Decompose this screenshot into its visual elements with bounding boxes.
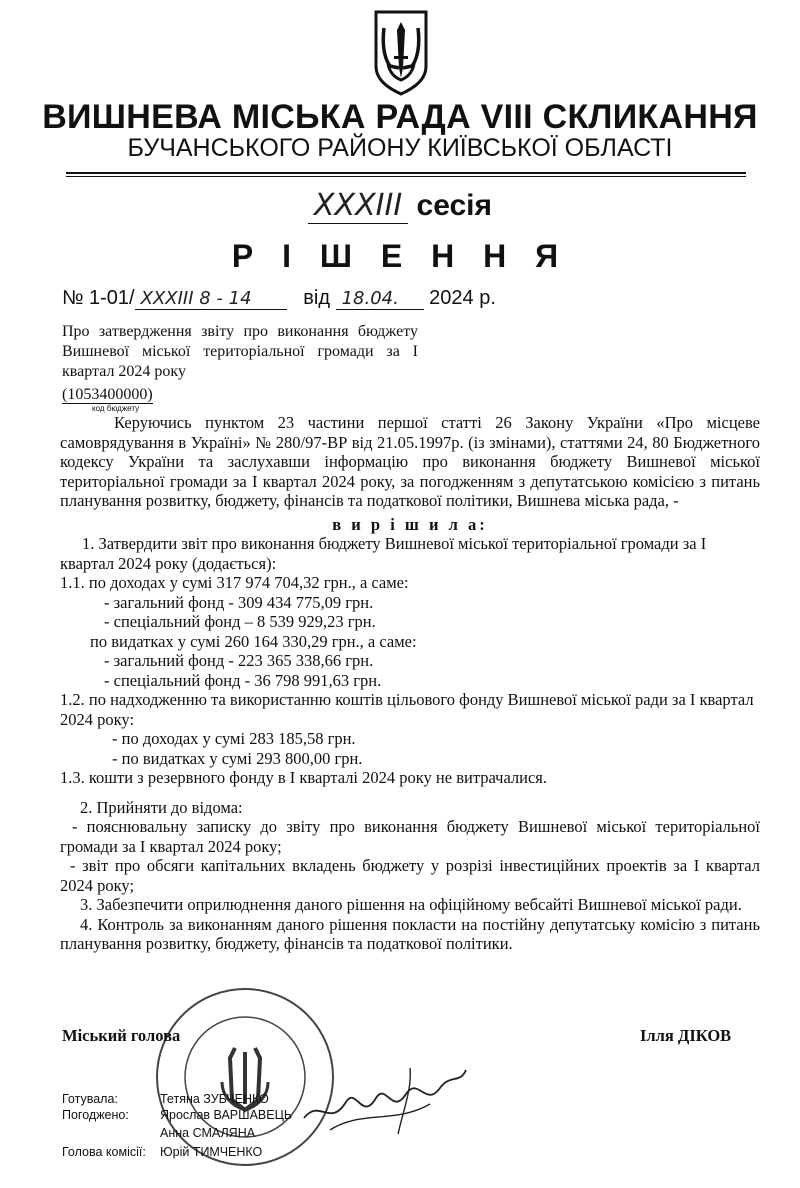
item-1-1-expenses: по видатках у сумі 260 164 330,29 грн., а саме:: [90, 631, 417, 651]
budget-code: (1053400000): [62, 386, 153, 403]
signature-position: Міський голова: [62, 1026, 181, 1045]
decision-year: 2024 р.: [429, 287, 496, 309]
session-line: [0, 188, 800, 224]
item-1-2-expense: - по видатках у сумі 293 800,00 грн.: [112, 748, 363, 768]
item-1-1-general: - загальний фонд - 309 434 775,09 грн.: [104, 592, 374, 612]
commission-label: Голова комісії:: [62, 1145, 146, 1159]
item-1-3: 1.3. кошти з резервного фонду в І кварталі 2024 року не витрачалися.: [60, 768, 548, 787]
item-2-note: - пояснювальну записку до звіту про виконання бюджету Вишневої міської територіальної громади за І квартал 2024 року;: [60, 817, 760, 856]
document-title: Р І Ш Е Н Н Я: [231, 238, 569, 274]
item-1-2: 1.2. по надходженню та використанню коштів цільового фонду Вишневої міської ради за І квартал 2024 року:: [60, 690, 754, 729]
item-3: 3. Забезпечити оприлюднення даного рішення на офіційному вебсайті Вишневої міської ради.: [80, 895, 742, 914]
district-name: БУЧАНСЬКОГО РАЙОНУ КИЇВСЬКОЇ ОБЛАСТІ: [127, 134, 673, 162]
decision-subject: Про затвердження звіту про виконання бюджету Вишневої міської територіальної громади за І квартал 2024 року: [62, 323, 418, 380]
budget-code-caption: код бюджету: [92, 404, 140, 413]
commission-name: Юрій ТИМЧЕНКО: [160, 1145, 263, 1159]
agreed-name-1: Ярослав ВАРШАВЕЦЬ: [160, 1108, 293, 1122]
session-number: XXXIII: [308, 188, 408, 224]
signature-name: Ілля ДІКОВ: [640, 1026, 732, 1045]
item-2-report: - звіт про обсяги капітальних вкладень бюджету у розрізі інвестиційних проектів за І квартал 2024 року;: [60, 856, 760, 895]
prepared-name: Тетяна ЗУБЧЕНКО: [160, 1092, 269, 1106]
handwritten-signature-icon: [300, 1058, 470, 1138]
item-1: 1. Затвердити звіт про виконання бюджету Вишневої міської територіальної громади за І квартал 2024 року (додається):: [60, 534, 707, 573]
item-1-1-exp-general: - загальний фонд - 223 365 338,66 грн.: [104, 651, 374, 670]
prepared-label: Готувала:: [62, 1092, 118, 1106]
council-name: ВИШНЕВА МІСЬКА РАДА VIII СКЛИКАННЯ: [42, 98, 758, 136]
session-label: сесія: [416, 189, 493, 222]
trident-emblem-icon: [370, 8, 432, 96]
decided-heading: в и р і ш и л а:: [332, 514, 488, 534]
header-rule-thin: [66, 176, 746, 177]
item-1-2-income: - по доходах у сумі 283 185,58 грн.: [112, 729, 356, 748]
agreed-name-2: Анна СМАЛЯНА: [160, 1126, 256, 1140]
item-1-1-exp-special: - спеціальний фонд - 36 798 991,63 грн.: [104, 670, 382, 690]
item-4: 4. Контроль за виконанням даного рішення покласти на постійну депутатську комісію з питань планування розвитку, бюджету, фінансів та податкової політики.: [60, 914, 760, 953]
item-1-1: 1.1. по доходах у сумі 317 974 704,32 грн., а саме:: [60, 573, 409, 592]
agreed-label: Погоджено:: [62, 1108, 129, 1122]
item-2: 2. Прийняти до відома:: [80, 797, 243, 817]
document-body: [60, 413, 760, 954]
item-1-1-special: - спеціальний фонд – 8 539 929,23 грн.: [104, 612, 376, 631]
decision-date: 18.04.: [336, 288, 424, 310]
decision-number-prefix: № 1-01/: [62, 287, 135, 309]
header-rule-thick: [66, 172, 746, 174]
decision-number: XXXIII 8 - 14: [135, 288, 287, 310]
decision-from-label: від: [303, 287, 331, 309]
decision-number-line: [62, 287, 496, 310]
preamble: Керуючись пунктом 23 частини першої статті 26 Закону України «Про місцеве самоврядування в Україні» № 280/97-ВР від 21.05.1997р. (із змінами), статтями 24, 80 Бюджетного кодексу України та заслухавши інформацію про виконання бюджету Вишневої міської територіальної громади за І квартал 2024 року, за погодженням з депутатською комісією з питань планування розвитку, бюджету, фінансів та податкової політики, Вишнева міська рада, -: [60, 413, 760, 510]
